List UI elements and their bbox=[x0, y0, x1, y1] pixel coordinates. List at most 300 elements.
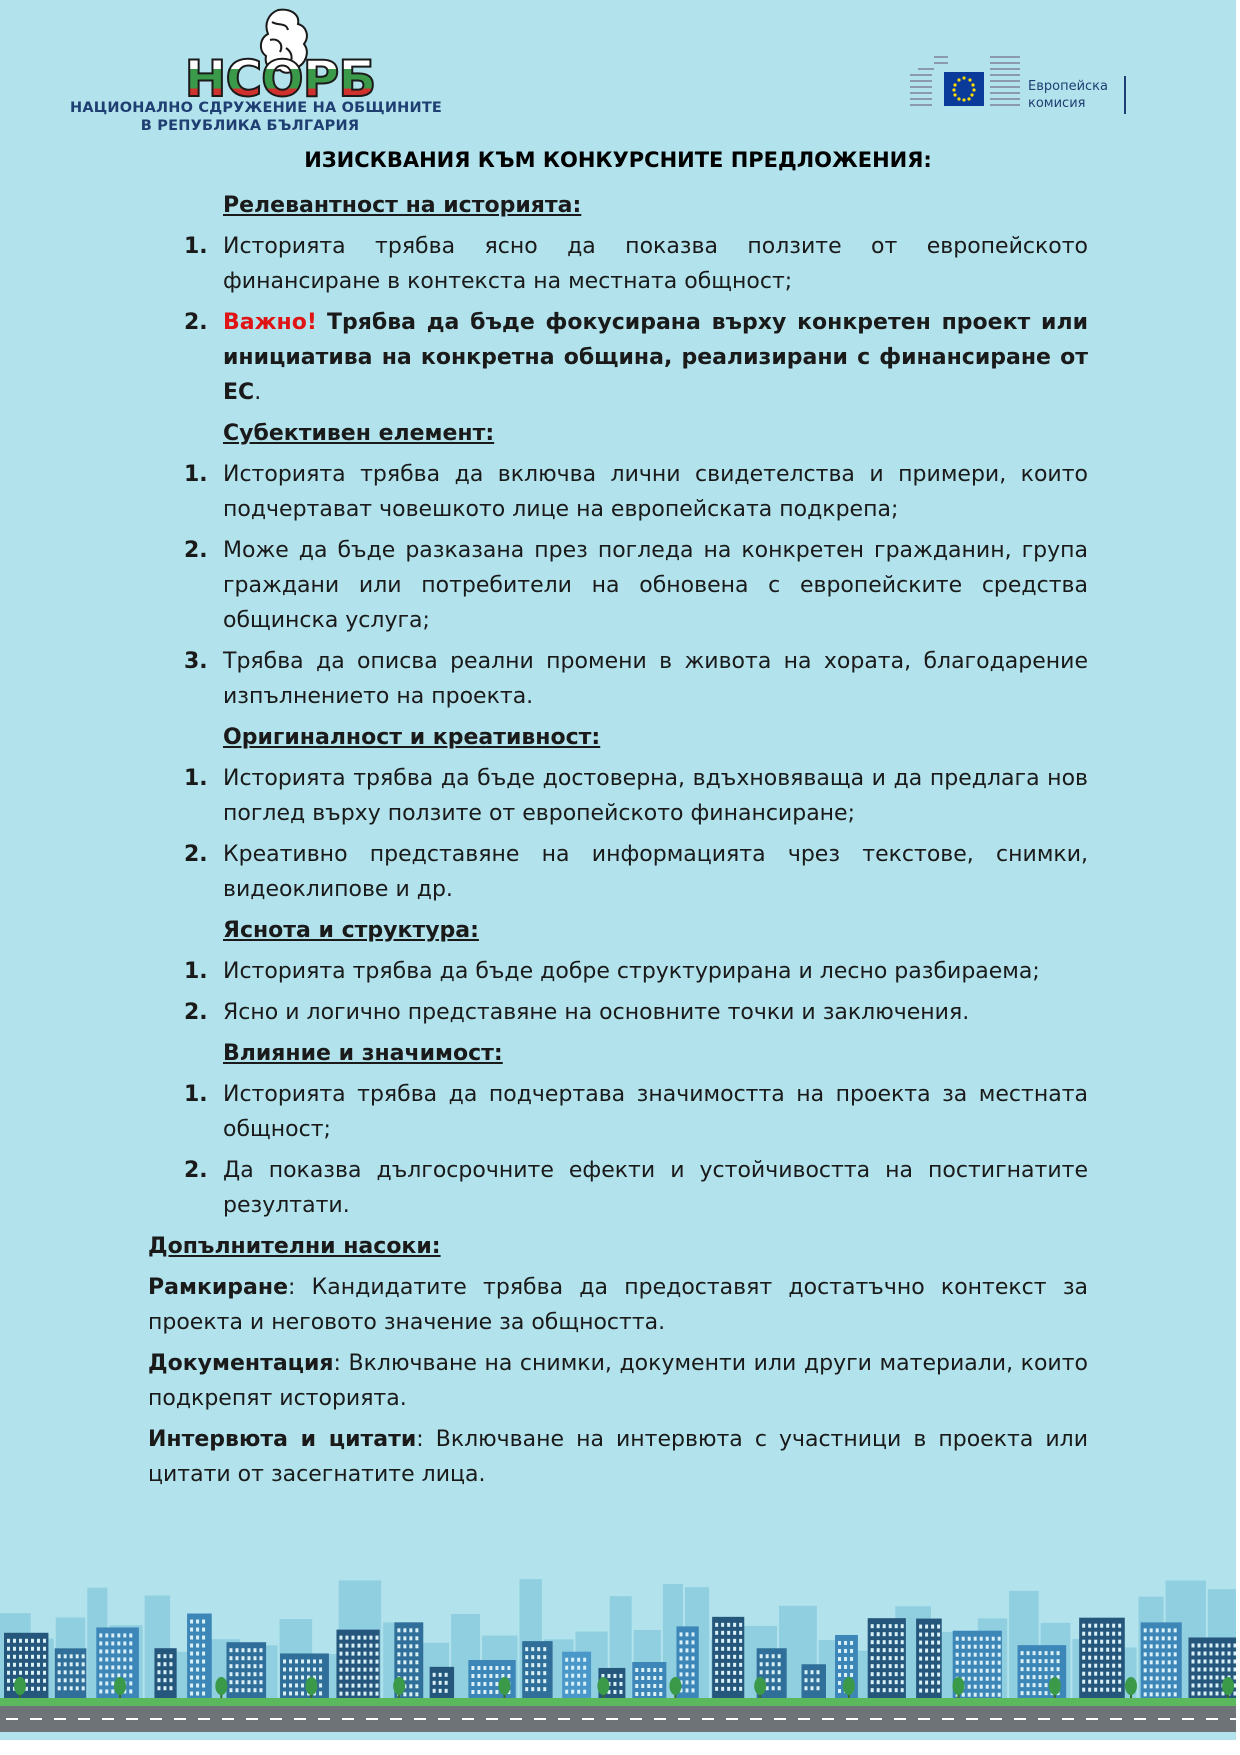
building-window bbox=[169, 1654, 172, 1658]
building-window bbox=[715, 1655, 718, 1659]
building-window bbox=[190, 1660, 193, 1664]
building-window bbox=[339, 1684, 342, 1688]
building-window bbox=[925, 1689, 928, 1693]
building-window bbox=[980, 1653, 983, 1657]
road-dash bbox=[54, 1718, 66, 1720]
building-window bbox=[739, 1639, 742, 1643]
building-window bbox=[501, 1666, 504, 1670]
building-window bbox=[31, 1639, 34, 1643]
building-window bbox=[1045, 1675, 1048, 1679]
building-window bbox=[1162, 1628, 1165, 1632]
building-window bbox=[507, 1674, 510, 1678]
building-window bbox=[397, 1652, 400, 1656]
building-window bbox=[1168, 1636, 1171, 1640]
building-window bbox=[565, 1658, 568, 1662]
section-heading: Релевантност на историята: bbox=[223, 193, 582, 218]
building-window bbox=[1150, 1636, 1153, 1640]
building-window bbox=[1209, 1675, 1212, 1679]
building-window bbox=[619, 1690, 622, 1694]
building-window bbox=[483, 1690, 486, 1694]
building-window bbox=[375, 1644, 378, 1648]
building-window bbox=[1174, 1660, 1177, 1664]
item-number: 1. bbox=[184, 462, 208, 487]
building-window bbox=[1112, 1624, 1115, 1628]
building-window bbox=[641, 1668, 644, 1672]
building-window bbox=[196, 1652, 199, 1656]
building-window bbox=[1021, 1683, 1024, 1687]
building-window bbox=[489, 1666, 492, 1670]
building-window bbox=[363, 1668, 366, 1672]
building-window bbox=[1209, 1659, 1212, 1663]
building-window bbox=[974, 1685, 977, 1689]
item-number: 3. bbox=[184, 649, 208, 674]
building-window bbox=[439, 1689, 442, 1693]
ec-divider bbox=[1124, 76, 1126, 114]
road-dash bbox=[654, 1718, 666, 1720]
building-window bbox=[992, 1669, 995, 1673]
building-window bbox=[196, 1684, 199, 1688]
building-window bbox=[956, 1669, 959, 1673]
building-window bbox=[76, 1678, 79, 1682]
building-window bbox=[345, 1676, 348, 1680]
building-window bbox=[883, 1624, 886, 1628]
building-window bbox=[685, 1664, 688, 1668]
building-window bbox=[259, 1656, 262, 1660]
building-window bbox=[844, 1641, 847, 1645]
building-window bbox=[986, 1669, 989, 1673]
section-list bbox=[148, 1077, 1088, 1223]
building-window bbox=[571, 1666, 574, 1670]
guideline-text: : Кандидатите трябва да предоставят достатъчно контекст за проекта и неговото значение за общността. bbox=[148, 1275, 1088, 1335]
building-window bbox=[583, 1674, 586, 1678]
building-window bbox=[247, 1680, 250, 1684]
building-window bbox=[895, 1624, 898, 1628]
building-window bbox=[363, 1676, 366, 1680]
building-window bbox=[363, 1660, 366, 1664]
building-window bbox=[58, 1678, 61, 1682]
building-window bbox=[229, 1688, 232, 1692]
building-window bbox=[715, 1679, 718, 1683]
building-window bbox=[805, 1670, 808, 1674]
building-window bbox=[1118, 1656, 1121, 1660]
building-window bbox=[685, 1688, 688, 1692]
building-window bbox=[883, 1664, 886, 1668]
building-window bbox=[196, 1636, 199, 1640]
building-window bbox=[357, 1692, 360, 1696]
building-window bbox=[641, 1684, 644, 1688]
building-window bbox=[565, 1674, 568, 1678]
building-window bbox=[363, 1652, 366, 1656]
building-window bbox=[301, 1675, 304, 1679]
building-window bbox=[727, 1631, 730, 1635]
building-window bbox=[691, 1680, 694, 1684]
building-window bbox=[439, 1673, 442, 1677]
building-window bbox=[1203, 1651, 1206, 1655]
section-list bbox=[148, 457, 1088, 714]
building-window bbox=[850, 1657, 853, 1661]
building-window bbox=[37, 1663, 40, 1667]
building-window bbox=[811, 1678, 814, 1682]
building-window bbox=[1106, 1624, 1109, 1628]
building-window bbox=[1156, 1636, 1159, 1640]
building-window bbox=[619, 1682, 622, 1686]
building-window bbox=[117, 1633, 120, 1637]
item-number: 2. bbox=[184, 310, 208, 335]
building-window bbox=[241, 1680, 244, 1684]
road-dash bbox=[270, 1718, 282, 1720]
building-window bbox=[1174, 1668, 1177, 1672]
building-window bbox=[235, 1672, 238, 1676]
tree-crown bbox=[754, 1677, 766, 1695]
building-window bbox=[992, 1645, 995, 1649]
building-window bbox=[980, 1677, 983, 1681]
building-window bbox=[1027, 1691, 1030, 1695]
guideline-paragraph bbox=[148, 1346, 1088, 1416]
building-window bbox=[1150, 1644, 1153, 1648]
building-window bbox=[772, 1654, 775, 1658]
building-window bbox=[838, 1673, 841, 1677]
building-window bbox=[1082, 1680, 1085, 1684]
building-window bbox=[259, 1664, 262, 1668]
building-window bbox=[1112, 1672, 1115, 1676]
building-window bbox=[715, 1671, 718, 1675]
building-window bbox=[357, 1652, 360, 1656]
building-window bbox=[351, 1676, 354, 1680]
building-window bbox=[1144, 1660, 1147, 1664]
building-window bbox=[844, 1665, 847, 1669]
building-window bbox=[877, 1688, 880, 1692]
building-window bbox=[721, 1623, 724, 1627]
building-window bbox=[733, 1679, 736, 1683]
building-window bbox=[1144, 1684, 1147, 1688]
building-window bbox=[871, 1640, 874, 1644]
road-dash bbox=[750, 1718, 762, 1720]
building-window bbox=[357, 1676, 360, 1680]
requirements-content bbox=[148, 188, 1088, 1498]
building-window bbox=[403, 1644, 406, 1648]
building-window bbox=[772, 1686, 775, 1690]
building-window bbox=[483, 1674, 486, 1678]
building-window bbox=[1191, 1691, 1194, 1695]
building-window bbox=[525, 1663, 528, 1667]
building-window bbox=[525, 1671, 528, 1675]
building-window bbox=[956, 1645, 959, 1649]
item-number: 1. bbox=[184, 234, 208, 259]
building-window bbox=[111, 1657, 114, 1661]
building-window bbox=[445, 1673, 448, 1677]
building-window bbox=[190, 1676, 193, 1680]
building-window bbox=[525, 1647, 528, 1651]
building-window bbox=[739, 1679, 742, 1683]
building-window bbox=[477, 1666, 480, 1670]
building-window bbox=[998, 1637, 1001, 1641]
building-window bbox=[415, 1676, 418, 1680]
building-window bbox=[889, 1624, 892, 1628]
building-window bbox=[369, 1660, 372, 1664]
building-window bbox=[397, 1644, 400, 1648]
building-window bbox=[1150, 1668, 1153, 1672]
building-window bbox=[1144, 1668, 1147, 1672]
building-window bbox=[163, 1654, 166, 1658]
building-window bbox=[375, 1660, 378, 1664]
building-window bbox=[1118, 1648, 1121, 1652]
building-window bbox=[483, 1682, 486, 1686]
building-window bbox=[403, 1668, 406, 1672]
building-window bbox=[715, 1631, 718, 1635]
building-window bbox=[1057, 1659, 1060, 1663]
building-window bbox=[1144, 1676, 1147, 1680]
building-window bbox=[433, 1673, 436, 1677]
building-window bbox=[1106, 1640, 1109, 1644]
building-window bbox=[733, 1647, 736, 1651]
building-window bbox=[962, 1669, 965, 1673]
building-window bbox=[369, 1668, 372, 1672]
building-window bbox=[351, 1660, 354, 1664]
building-window bbox=[1168, 1652, 1171, 1656]
building-window bbox=[295, 1675, 298, 1679]
building-window bbox=[403, 1676, 406, 1680]
building-window bbox=[1082, 1672, 1085, 1676]
building-window bbox=[685, 1648, 688, 1652]
building-window bbox=[1150, 1692, 1153, 1696]
building-window bbox=[19, 1655, 22, 1659]
building-window bbox=[1082, 1640, 1085, 1644]
building-window bbox=[1156, 1644, 1159, 1648]
building-window bbox=[70, 1686, 73, 1690]
building-window bbox=[883, 1632, 886, 1636]
building-window bbox=[1027, 1659, 1030, 1663]
item-text: Да показва дългосрочните ефекти и устойчивостта на постигнатите резултати. bbox=[223, 1158, 1088, 1218]
building-window bbox=[715, 1639, 718, 1643]
building-window bbox=[129, 1665, 132, 1669]
building-window bbox=[838, 1681, 841, 1685]
building-window bbox=[397, 1636, 400, 1640]
road-dash bbox=[126, 1718, 138, 1720]
building-window bbox=[495, 1682, 498, 1686]
building-window bbox=[105, 1633, 108, 1637]
building-window bbox=[37, 1655, 40, 1659]
building-window bbox=[202, 1636, 205, 1640]
building-window bbox=[1203, 1675, 1206, 1679]
foreground-building bbox=[336, 1630, 379, 1698]
building-window bbox=[247, 1672, 250, 1676]
building-window bbox=[766, 1678, 769, 1682]
tree-crown bbox=[393, 1677, 405, 1695]
building-window bbox=[925, 1649, 928, 1653]
building-window bbox=[778, 1670, 781, 1674]
building-window bbox=[613, 1674, 616, 1678]
building-window bbox=[1100, 1680, 1103, 1684]
building-window bbox=[919, 1689, 922, 1693]
road-dash bbox=[102, 1718, 114, 1720]
building-window bbox=[895, 1664, 898, 1668]
building-window bbox=[721, 1679, 724, 1683]
building-window bbox=[1082, 1688, 1085, 1692]
item-text: Историята трябва ясно да показва ползите от европейското финансиране в контекста на местната общност; bbox=[223, 234, 1088, 294]
building-window bbox=[653, 1676, 656, 1680]
building-window bbox=[253, 1656, 256, 1660]
road-dash bbox=[174, 1718, 186, 1720]
building-window bbox=[925, 1625, 928, 1629]
building-window bbox=[635, 1668, 638, 1672]
building-window bbox=[537, 1655, 540, 1659]
building-window bbox=[471, 1674, 474, 1678]
road-dash bbox=[198, 1718, 210, 1720]
building-window bbox=[1088, 1624, 1091, 1628]
building-window bbox=[1144, 1644, 1147, 1648]
building-window bbox=[1112, 1632, 1115, 1636]
building-window bbox=[1033, 1659, 1036, 1663]
building-window bbox=[974, 1653, 977, 1657]
building-window bbox=[1233, 1651, 1236, 1655]
building-window bbox=[974, 1677, 977, 1681]
building-window bbox=[931, 1681, 934, 1685]
building-window bbox=[1039, 1651, 1042, 1655]
building-window bbox=[1174, 1684, 1177, 1688]
item-number: 1. bbox=[184, 766, 208, 791]
building-window bbox=[956, 1637, 959, 1641]
road-dash bbox=[798, 1718, 810, 1720]
building-window bbox=[1156, 1628, 1159, 1632]
building-window bbox=[13, 1639, 16, 1643]
building-window bbox=[1168, 1692, 1171, 1696]
building-window bbox=[13, 1647, 16, 1651]
building-window bbox=[235, 1688, 238, 1692]
road-dash bbox=[1206, 1718, 1218, 1720]
building-window bbox=[339, 1644, 342, 1648]
building-window bbox=[1191, 1659, 1194, 1663]
building-window bbox=[1150, 1652, 1153, 1656]
building-window bbox=[733, 1687, 736, 1691]
building-window bbox=[1100, 1664, 1103, 1668]
section-heading: Оригиналност и креативност: bbox=[223, 725, 601, 750]
tree-crown bbox=[215, 1677, 227, 1695]
building-window bbox=[369, 1676, 372, 1680]
building-window bbox=[1094, 1680, 1097, 1684]
building-window bbox=[339, 1668, 342, 1672]
building-window bbox=[653, 1692, 656, 1696]
building-window bbox=[811, 1670, 814, 1674]
item-number: 2. bbox=[184, 1000, 208, 1025]
building-window bbox=[980, 1645, 983, 1649]
building-window bbox=[727, 1663, 730, 1667]
building-window bbox=[1118, 1664, 1121, 1668]
building-window bbox=[301, 1659, 304, 1663]
building-window bbox=[968, 1677, 971, 1681]
building-window bbox=[483, 1666, 486, 1670]
building-window bbox=[1209, 1651, 1212, 1655]
building-window bbox=[163, 1678, 166, 1682]
building-window bbox=[739, 1631, 742, 1635]
building-window bbox=[986, 1653, 989, 1657]
building-window bbox=[37, 1679, 40, 1683]
building-window bbox=[339, 1660, 342, 1664]
building-window bbox=[105, 1665, 108, 1669]
building-window bbox=[844, 1657, 847, 1661]
building-window bbox=[1227, 1651, 1230, 1655]
building-window bbox=[169, 1678, 172, 1682]
building-window bbox=[339, 1692, 342, 1696]
building-window bbox=[1221, 1651, 1224, 1655]
road-dash bbox=[1110, 1718, 1122, 1720]
building-window bbox=[1118, 1640, 1121, 1644]
road-dash bbox=[486, 1718, 498, 1720]
building-window bbox=[871, 1632, 874, 1636]
building-window bbox=[196, 1692, 199, 1696]
building-window bbox=[679, 1656, 682, 1660]
building-window bbox=[1027, 1675, 1030, 1679]
building-window bbox=[495, 1674, 498, 1678]
item-text: Ясно и логично представяне на основните точки и заключения. bbox=[223, 1000, 970, 1025]
tree-crown bbox=[1125, 1677, 1137, 1695]
building-window bbox=[817, 1686, 820, 1690]
building-window bbox=[733, 1639, 736, 1643]
building-window bbox=[1082, 1656, 1085, 1660]
building-window bbox=[895, 1688, 898, 1692]
ec-name-line1: Европейска bbox=[1028, 79, 1108, 94]
building-window bbox=[565, 1666, 568, 1670]
building-window bbox=[1221, 1659, 1224, 1663]
building-window bbox=[196, 1676, 199, 1680]
building-window bbox=[247, 1656, 250, 1660]
building-window bbox=[1144, 1628, 1147, 1632]
road-dash bbox=[1038, 1718, 1050, 1720]
building-window bbox=[289, 1675, 292, 1679]
building-window bbox=[925, 1673, 928, 1677]
building-window bbox=[1027, 1667, 1030, 1671]
road-dash bbox=[558, 1718, 570, 1720]
building-window bbox=[105, 1649, 108, 1653]
building-window bbox=[319, 1659, 322, 1663]
building-window bbox=[471, 1682, 474, 1686]
item-text: Историята трябва да включва лични свидетелства и примери, които подчертават човешкото лице на европейската подкрепа; bbox=[223, 462, 1088, 522]
building-window bbox=[202, 1676, 205, 1680]
building-window bbox=[235, 1648, 238, 1652]
building-window bbox=[1118, 1624, 1121, 1628]
building-window bbox=[974, 1693, 977, 1697]
building-window bbox=[992, 1685, 995, 1689]
building-window bbox=[345, 1668, 348, 1672]
building-window bbox=[1094, 1688, 1097, 1692]
building-window bbox=[1106, 1648, 1109, 1652]
building-window bbox=[190, 1620, 193, 1624]
building-window bbox=[1144, 1692, 1147, 1696]
guideline-paragraph bbox=[148, 1270, 1088, 1340]
building-window bbox=[247, 1664, 250, 1668]
building-window bbox=[339, 1652, 342, 1656]
building-window bbox=[229, 1656, 232, 1660]
building-window bbox=[235, 1656, 238, 1660]
building-window bbox=[760, 1654, 763, 1658]
building-window bbox=[1039, 1675, 1042, 1679]
building-window bbox=[307, 1659, 310, 1663]
building-window bbox=[838, 1641, 841, 1645]
building-window bbox=[986, 1645, 989, 1649]
building-window bbox=[543, 1647, 546, 1651]
section-list bbox=[148, 229, 1088, 410]
building-window bbox=[1197, 1691, 1200, 1695]
road-dash bbox=[1014, 1718, 1026, 1720]
building-window bbox=[1088, 1640, 1091, 1644]
building-window bbox=[1233, 1643, 1236, 1647]
building-window bbox=[679, 1632, 682, 1636]
building-window bbox=[409, 1660, 412, 1664]
building-window bbox=[229, 1680, 232, 1684]
building-window bbox=[283, 1667, 286, 1671]
item-text: Трябва да описва реални промени в живота на хората, благодарение изпълнението на проекта. bbox=[223, 649, 1088, 709]
building-window bbox=[607, 1674, 610, 1678]
building-window bbox=[247, 1688, 250, 1692]
